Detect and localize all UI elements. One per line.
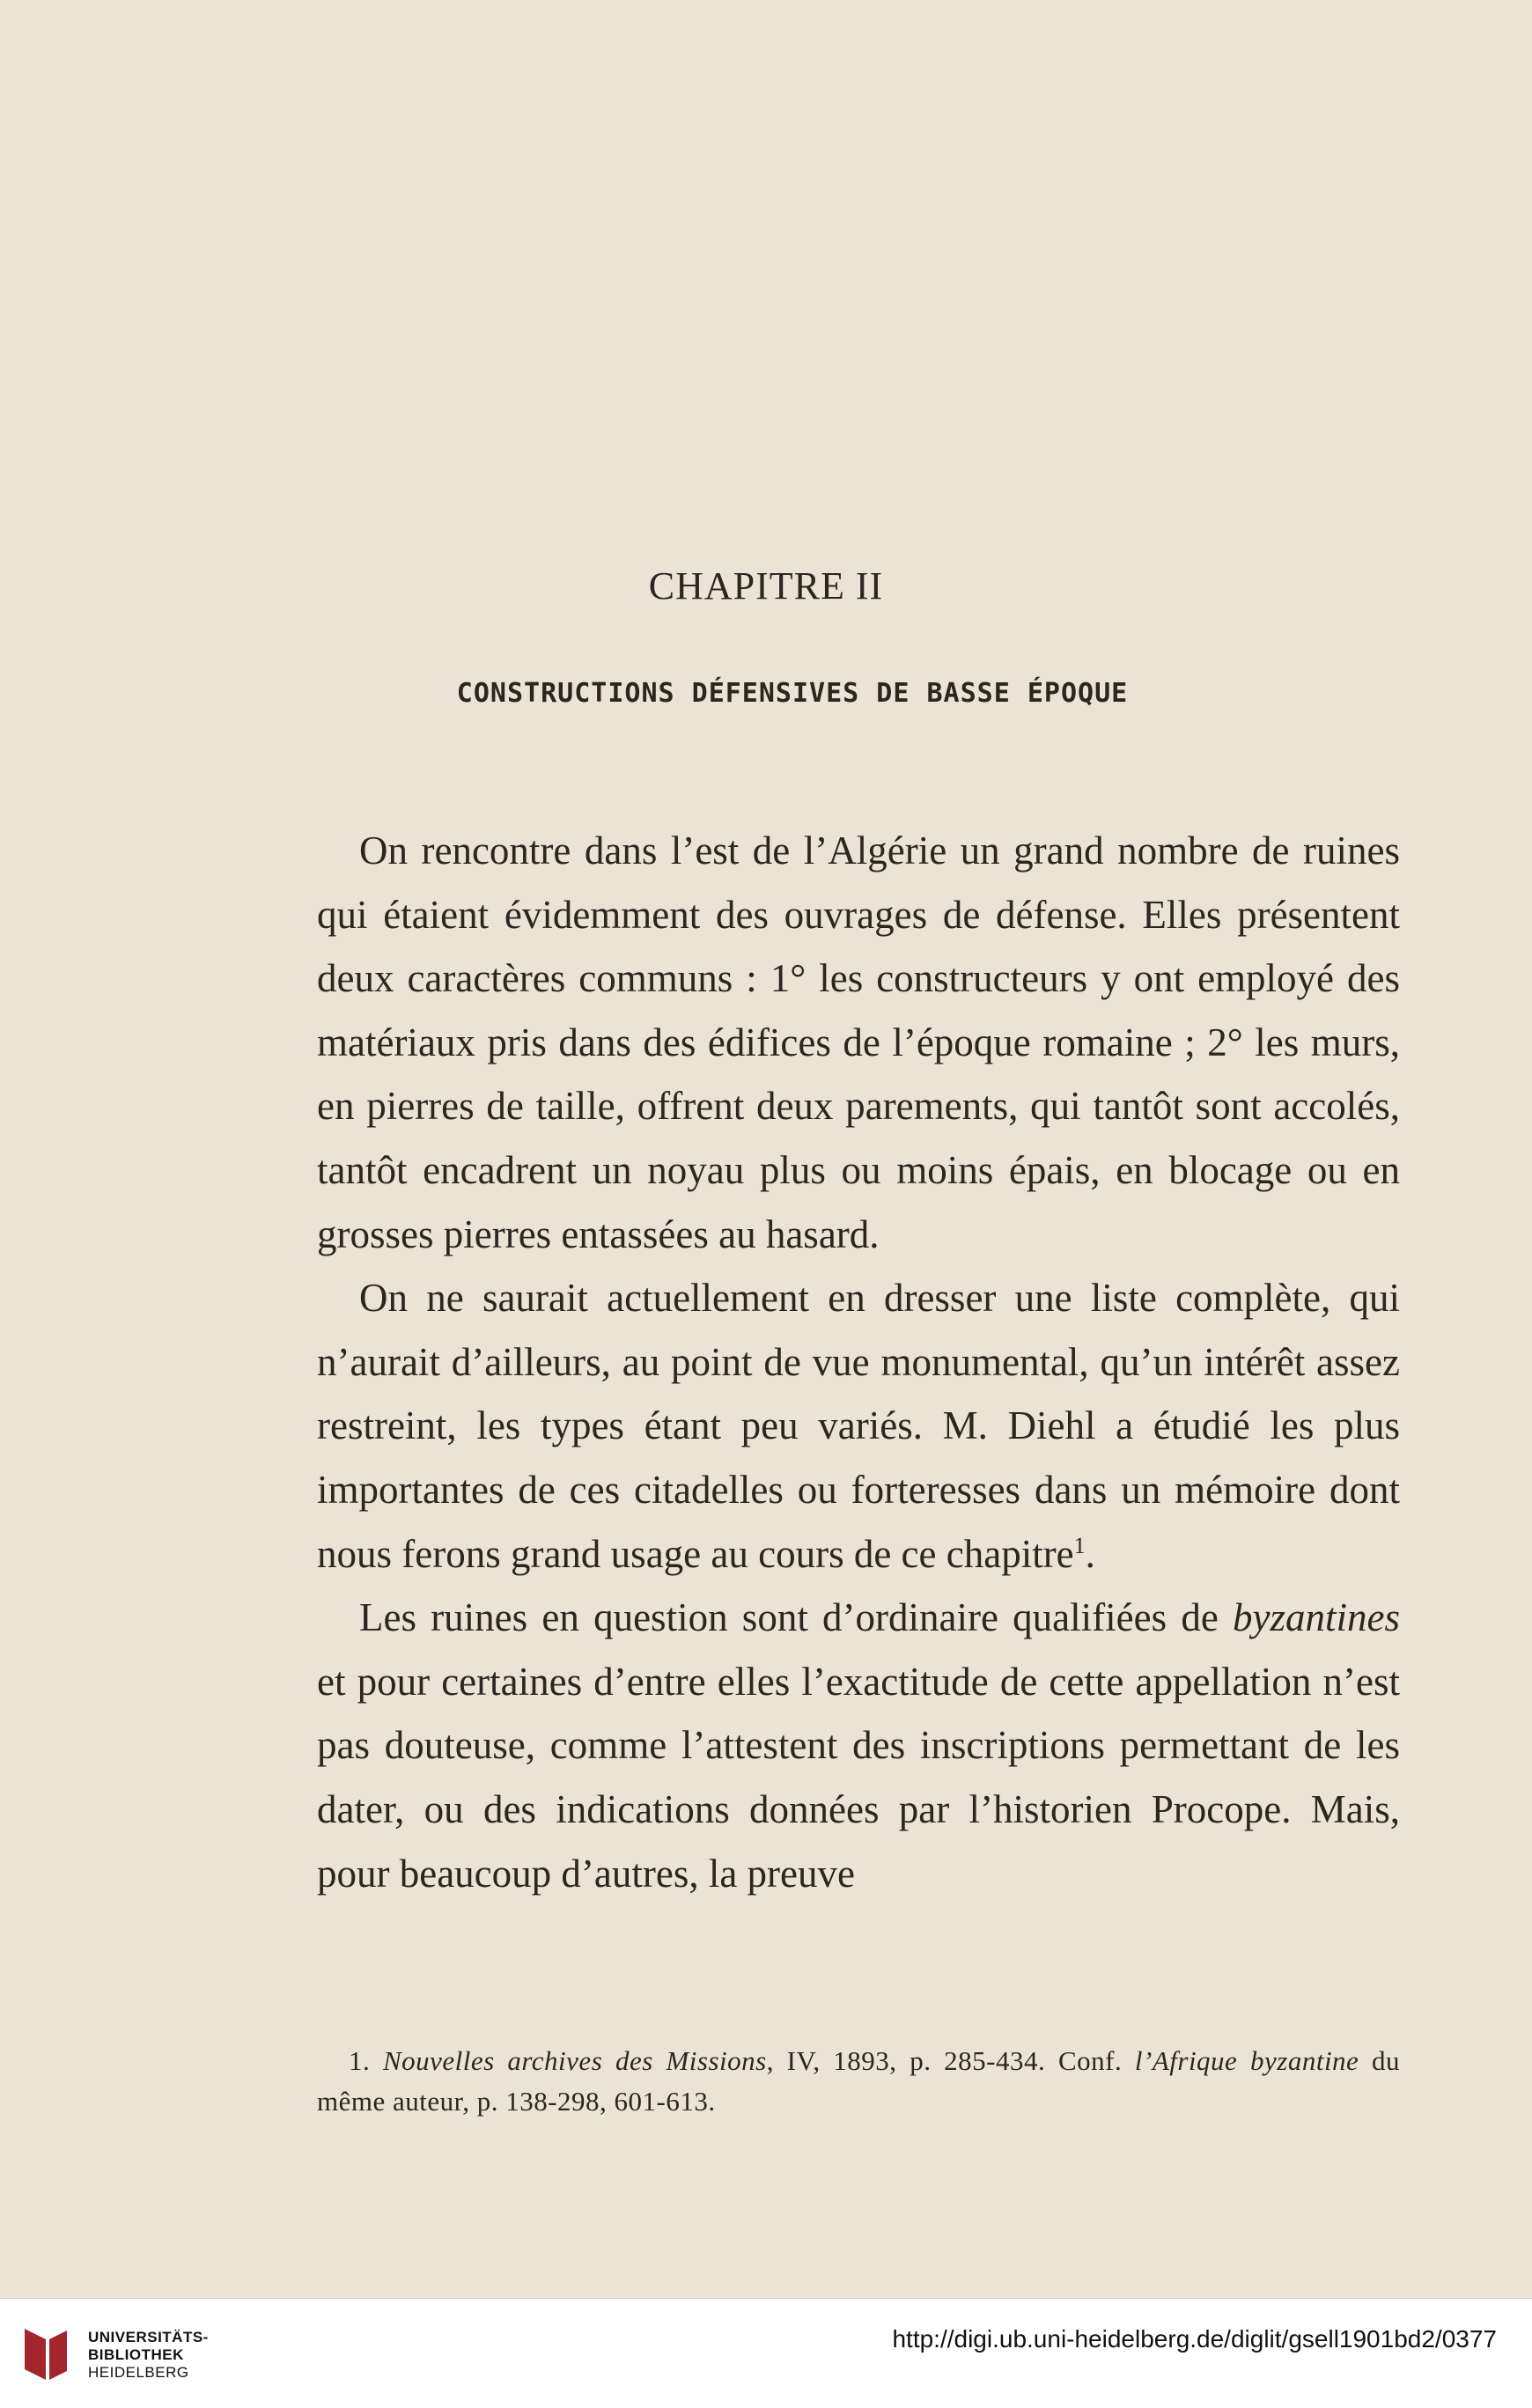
library-name-line-2: BIBLIOTHEK: [88, 2346, 184, 2363]
footnote-reference-title: l’Afrique byzantine: [1134, 2045, 1359, 2076]
library-name-line-3: HEIDELBERG: [88, 2364, 189, 2381]
body-text: [317, 819, 1400, 1905]
paragraph-3-text-b: et pour certaines d’entre elles l’exactitude de cette appellation n’est pas douteuse, comme l’attestent des inscriptions permettant de les dater, ou des indications données par l’historien Procope. Mais, pour beaucoup d’autres, la preuve: [317, 1659, 1400, 1896]
footnote: [317, 2041, 1400, 2122]
paragraph-2-end: .: [1085, 1531, 1095, 1576]
paragraph-3-italic: byzantines: [1233, 1595, 1400, 1640]
paragraph-1: On rencontre dans l’est de l’Algérie un grand nombre de ruines qui étaient évidemment des ouvrages de défense. Elles présentent deux caractères communs : 1° les constructeurs y ont employé des matériaux pris dans des édifices de l’époque romaine ; 2° les murs, en pierres de taille, offrent deux parements, qui tantôt sont accolés, tantôt encadrent un noyau plus ou moins épais, en blocage ou en grosses pierres entassées au hasard.: [317, 828, 1400, 1256]
footnote-text-a: , IV, 1893, p. 285-434. Conf.: [766, 2045, 1135, 2076]
paragraph-3-text-a: Les ruines en question sont d’ordinaire qualifiées de: [359, 1595, 1234, 1640]
library-logo-icon: [19, 2323, 72, 2385]
section-title: CONSTRUCTIONS DÉFENSIVES DE BASSE ÉPOQUE: [456, 678, 1129, 709]
permalink-url[interactable]: http://digi.ub.uni-heidelberg.de/diglit/gsell1901bd2/0377: [892, 2325, 1497, 2353]
library-name-line-1: UNIVERSITÄTS-: [88, 2329, 209, 2345]
paragraph-3: [317, 1586, 1400, 1905]
chapter-title: CHAPITRE II: [648, 564, 884, 608]
viewer-footer: [0, 2298, 1532, 2408]
footnote-reference[interactable]: 1: [1073, 1532, 1086, 1558]
library-name: [88, 2329, 209, 2382]
footnote-text-b: du même auteur, p. 138-298, 601-613.: [317, 2045, 1401, 2117]
paragraph-2: [317, 1266, 1400, 1586]
paragraph-2-text: On ne saurait actuellement en dresser une liste complète, qui n’aurait d’ailleurs, au point de vue monumental, qu’un intérêt assez restreint, les types étant peu variés. M. Diehl a étudié les plus importantes de ces citadelles ou forteresses dans un mémoire dont nous ferons grand usage au cours de ce chapitre: [317, 1276, 1400, 1576]
footnote-title: Nouvelles archives des Missions: [382, 2045, 767, 2076]
footnote-number: 1.: [349, 2045, 371, 2076]
